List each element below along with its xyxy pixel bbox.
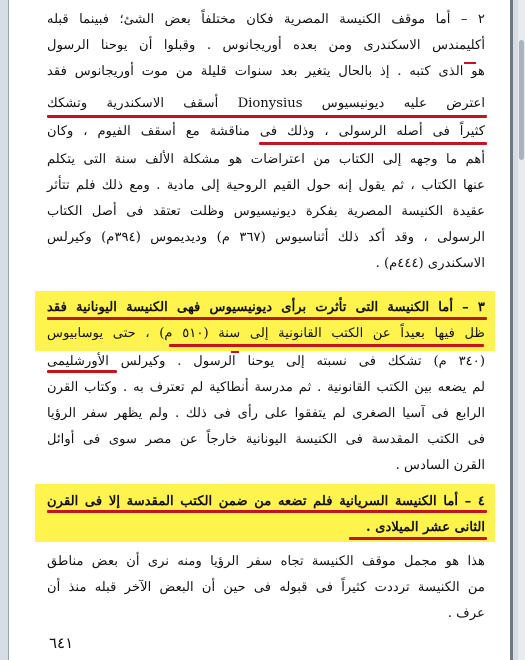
text-line: الرسولى ، وقد أكد ذلك أثناسيوس (٣٦٧ م) وديديموس (٣٩٤م) وكيرلس: [47, 230, 485, 245]
text-line: ٤ – أما الكنيسة السريانية فلم تضعه من ضمن الكتب المقدسة إلا فى القرن: [47, 494, 485, 509]
annotation-underline: [47, 510, 487, 513]
annotation-underline: [47, 115, 487, 118]
text-line: الثانى عشر الميلادى .: [366, 520, 485, 535]
text-line: (٣٤٠ م) تشكك فى نسبته إلى يوحنا الرسول . وكيرلس الأورشليمى: [47, 354, 485, 369]
page-number: ٦٤١: [49, 634, 74, 652]
text-line: أهم ما وجهه إلى الكتاب من اعتراضات هو مشكلة الألف سنة التى يتكلم: [47, 152, 485, 167]
text-line: ٣ – أما الكنيسة التى تأثرت برأى ديونيسيوس فهى الكنيسة اليونانية فقد: [47, 300, 485, 315]
text-line: عقيدة الكنيسة المصرية بفكرة ديونيسيوس وظلت تعتقد فى أصل الكتاب: [47, 204, 485, 219]
annotation-mark: [464, 62, 476, 64]
scrollbar-thumb[interactable]: [519, 40, 524, 160]
annotation-underline: [47, 370, 117, 373]
text-line: أكليمندس الاسكندرى ومن بعده أوريجانوس . وقبلوا أن يوحنا الرسول: [47, 38, 485, 53]
text-line: القرن السادس .: [395, 458, 485, 473]
text-line: الرابع فى آسيا الصغرى لم يتفقوا على رأى فى ذلك . ولم يظهر سفر الرؤيا: [47, 406, 485, 421]
text-line: كثيراً فى أصله الرسولى ، وذلك فى مناقشة مع أسقف الفيوم ، وكان: [47, 124, 485, 139]
document-page: [8, 0, 513, 660]
text-line: فى الكتب المقدسة فى الكنيسة اليونانية خارجاً عن مصر سوى فى أوائل: [47, 432, 485, 447]
annotation-underline: [169, 344, 484, 347]
text-line: ظل فيها بعيداً عن الكتب القانونية إلى سنة (٥١٠ م) ، حتى يوسابيوس: [47, 326, 485, 341]
vertical-scrollbar[interactable]: [518, 0, 525, 660]
text-line: من الكنيسة ترددت كثيراً فى قبوله فى حين أن البعض الآخر قبله منذ أن: [47, 580, 485, 595]
annotation-underline: [47, 317, 487, 320]
annotation-underline: [349, 537, 487, 540]
text-line: ٢ – أما موقف الكنيسة المصرية فكان مختلفاً بعض الشئ؛ فبينما قبله: [47, 12, 485, 27]
text-line: الاسكندرى (٤٤٤م) .: [375, 256, 485, 271]
text-line: اعترض عليه ديونيسيوس Dionysius أسقف الاسكندرية وتشكك: [47, 96, 485, 111]
text-line: هذا هو مجمل موقف الكنيسة تجاه سفر الرؤيا ومنه نرى أن بعض مناطق: [47, 554, 485, 569]
text-line: هو الذى كتبه . إذ بالحال يتغير بعد سنوات قليلة من موت أوريجانوس فقد: [47, 64, 485, 79]
annotation-mark: [231, 351, 239, 353]
text-line: عرف .: [447, 606, 485, 621]
text-line: لم يضعه بين الكتب القانونية . ثم مدرسة أنطاكية لم تعترف به . وكتاب القرن: [47, 380, 485, 395]
text-line: عنها الكتاب ، ثم يقول إنه حول القيم الروحية إلى مادية . ومع ذلك فلم تتأثر: [47, 178, 485, 193]
annotation-underline: [259, 142, 487, 145]
